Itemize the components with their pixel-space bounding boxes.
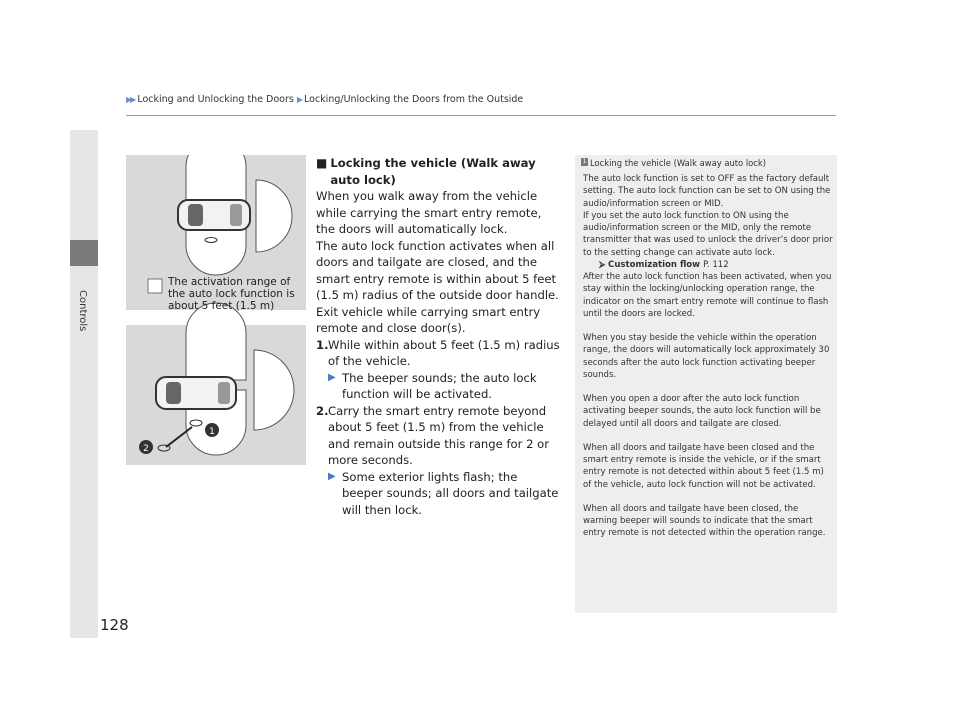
note-body (583, 173, 833, 552)
note-paragraph: The auto lock function is set to OFF as the factory default setting. The auto lock function can be set to ON using the audio/information screen or MID. (583, 174, 831, 209)
breadcrumb (126, 94, 523, 105)
page-number: 128 (100, 616, 129, 634)
step-item (316, 403, 561, 469)
step-text: While within about 5 feet (1.5 m) radius of the vehicle. (328, 337, 560, 368)
result-arrow-icon: ▶ (328, 470, 336, 482)
step-result-text: Some exterior lights flash; the beeper sounds; all doors and tailgate will then lock. (342, 469, 559, 517)
section-title: Locking the vehicle (Walk away auto lock) (330, 156, 536, 187)
main-content (316, 155, 561, 518)
step-text: Carry the smart entry remote beyond about 5 feet (1.5 m) from the vehicle and remain outside this range for 2 or more seconds. (328, 403, 550, 467)
breadcrumb-arrow-icon: ▶▶ (126, 95, 135, 104)
breadcrumb-item-section[interactable]: Locking and Unlocking the Doors (137, 94, 294, 105)
callout-2-label: 2 (143, 444, 149, 454)
activation-range-label: The activation range of the auto lock function is about 5 feet (1.5 m) (168, 276, 295, 312)
step-item (316, 337, 561, 370)
sidebar-label: Controls (77, 290, 88, 332)
step-number: 1. (316, 337, 329, 352)
side-note-panel (575, 155, 837, 613)
breadcrumb-item-subsection[interactable]: Locking/Unlocking the Doors from the Outside (304, 94, 524, 105)
note-paragraph: When you open a door after the auto lock function activating beeper sounds, the auto lock function will be delayed until all doors and tailgate are closed. (583, 394, 821, 429)
section-square-icon: ■ (316, 156, 328, 170)
callout-1-label: 1 (209, 427, 215, 437)
step-result (316, 370, 561, 403)
step-number: 2. (316, 403, 329, 418)
range-zone-front-2 (186, 303, 246, 380)
range-legend-swatch (148, 279, 162, 293)
note-paragraph: If you set the auto lock function to ON using the audio/information screen or the MID, only the remote transmitter that was used to unlock the driver’s door prior to the setting change can activate auto lock. (583, 210, 833, 258)
step-result-text: The beeper sounds; the auto lock function will be activated. (342, 370, 537, 401)
section-heading (316, 155, 561, 188)
note-heading (581, 158, 766, 168)
step-result (316, 469, 561, 519)
exit-text: Exit vehicle while carrying smart entry remote and close door(s). (316, 304, 541, 335)
note-paragraph: When you stay beside the vehicle within the operation range, the doors will automatically lock approximately 30 seconds after the auto lock function activating beeper sounds. (583, 333, 830, 380)
sidebar-strip (70, 130, 98, 638)
note-heading-text: Locking the vehicle (Walk away auto lock) (590, 158, 767, 168)
result-arrow-icon: ▶ (328, 371, 336, 383)
breadcrumb-arrow-icon: ▶ (296, 95, 302, 104)
cross-reference-page[interactable]: P. 112 (703, 259, 729, 270)
cross-reference-link[interactable] (583, 259, 833, 271)
note-paragraph: When all doors and tailgate have been closed and the smart entry remote is inside the vehicle, or if the smart entry remote is not detected within about 5 feet (1.5 m) of the vehicle, auto lock function will not be activated. (583, 442, 824, 490)
note-paragraph: When all doors and tailgate have been closed, the warning beeper will sounds to indicate that the smart entry remote is not detected within the operation range. (583, 503, 826, 539)
note-marker-icon: 1 (582, 158, 587, 165)
cross-reference-label[interactable]: Customization flow (608, 259, 701, 270)
note-paragraph: After the auto lock function has been activated, when you stay within the locking/unlocking operation range, the indicator on the smart entry remote will continue to flash until the doors are locked. (583, 272, 832, 319)
car-top-icon (178, 200, 250, 230)
header-divider (126, 115, 836, 116)
cross-reference-icon: ⮚ (599, 259, 609, 270)
intro-text: When you walk away from the vehicle while carrying the smart entry remote, the doors will automatically lock. (316, 189, 542, 236)
conditions-text: The auto lock function activates when all doors and tailgate are closed, and the smart entry remote is within about 5 feet (1.5 m) radius of the outside door handle. (316, 238, 559, 302)
sidebar-tab-marker (70, 240, 98, 266)
car-top-icon (156, 377, 236, 409)
